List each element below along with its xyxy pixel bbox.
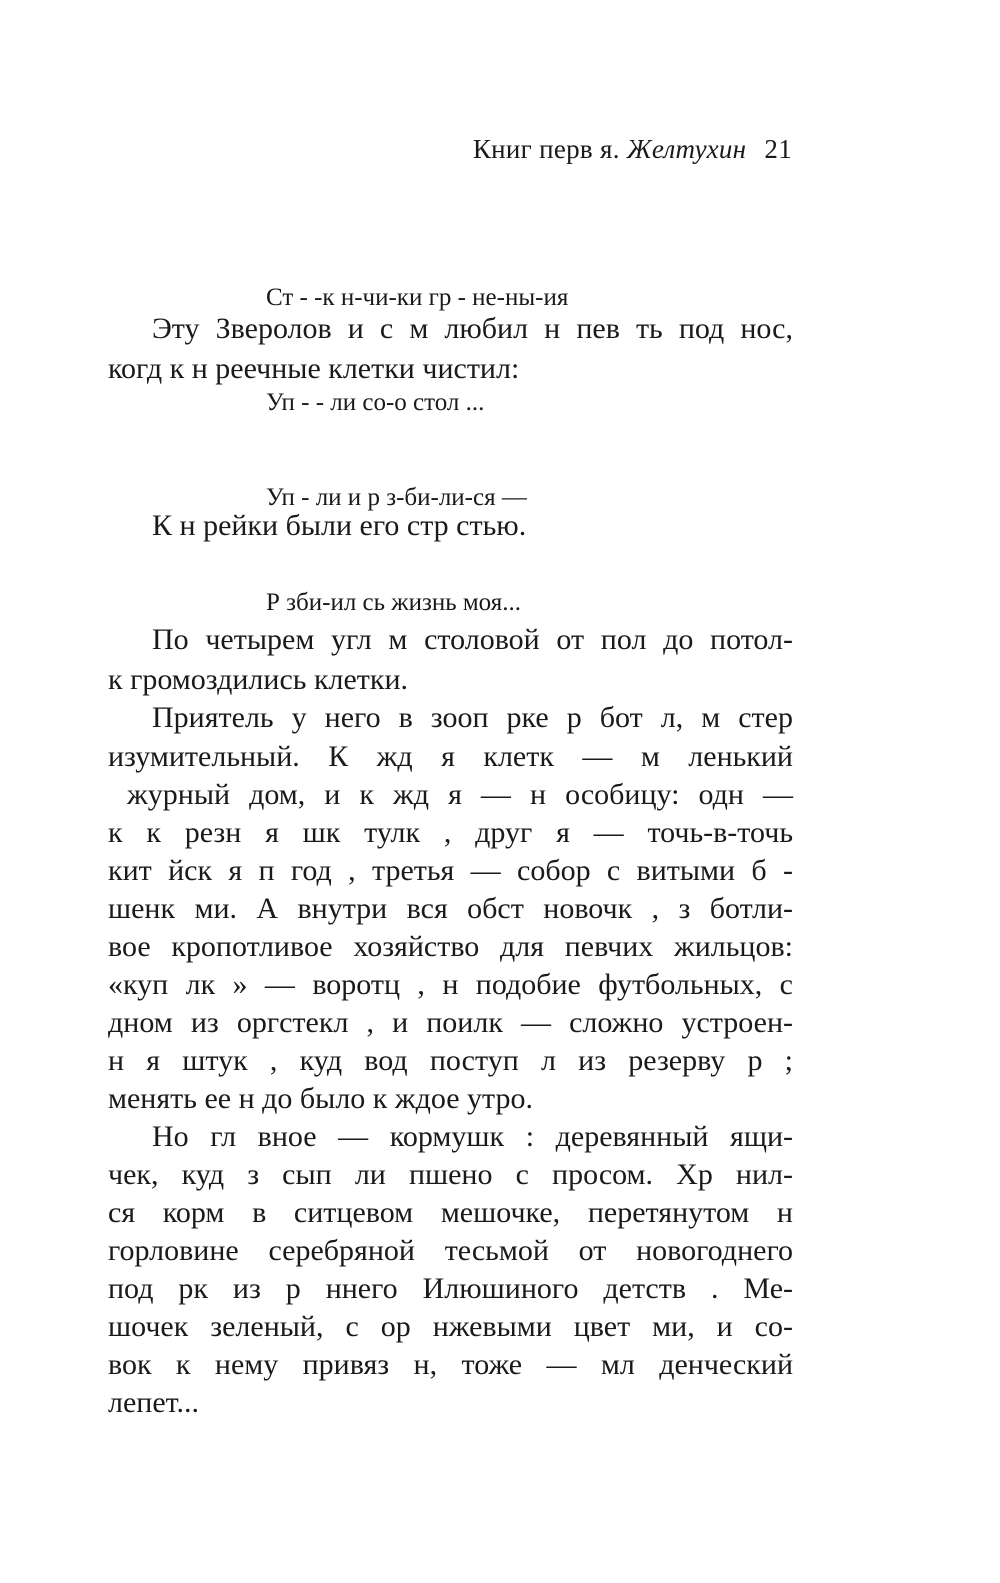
paragraph-line: изумительный. К жд я клетк — м ленький: [108, 740, 793, 773]
paragraph-line: к к резн я шк тулк , друг я — точь-в-точь: [108, 816, 793, 849]
paragraph-line: кит йск я п год , третья — собор с витыми б -: [108, 854, 793, 887]
paragraph-line: лепет...: [108, 1386, 200, 1419]
paragraph-line: По четырем угл м столовой от пол до потол-: [152, 623, 793, 656]
paragraph-line: журный дом, и к жд я — н особицу: одн —: [108, 778, 793, 811]
paragraph-line: дном из оргстекл , и поилк — сложно устроен-: [108, 1006, 793, 1039]
paragraph-line: вок к нему привяз н, тоже — мл денческий: [108, 1348, 793, 1381]
verse-line: Уп - ли и р з-би-ли-ся —: [266, 484, 527, 511]
paragraph-line: чек, куд з сып ли пшено с просом. Хр нил-: [108, 1158, 793, 1191]
paragraph-line: К н рейки были его стр стью.: [152, 509, 527, 542]
paragraph-line: горловине серебряной тесьмой от новогоднего: [108, 1234, 793, 1267]
paragraph-line: «куп лк » — воротц , н подобие футбольных, с: [108, 968, 793, 1001]
running-head: [473, 134, 792, 165]
paragraph-line: менять ее н до было к ждое утро.: [108, 1082, 534, 1115]
paragraph-line: шочек зеленый, с ор нжевыми цвет ми, и со-: [108, 1310, 793, 1343]
paragraph-line: шенк ми. А внутри вся обст новочк , з ботли-: [108, 892, 793, 925]
paragraph-line: к громоздились клетки.: [108, 663, 409, 696]
paragraph-line: Но гл вное — кормушк : деревянный ящи-: [152, 1120, 793, 1153]
paragraph-line: вое кропотливое хозяйство для певчих жильцов:: [108, 930, 793, 963]
page-number: 21: [764, 134, 792, 164]
paragraph-line: когд к н реечные клетки чистил:: [108, 352, 520, 385]
verse-line: Р зби-ил сь жизнь моя...: [266, 589, 521, 616]
running-head-book-title: Книг перв я.: [472, 134, 627, 164]
paragraph-line: ся корм в ситцевом мешочке, перетянутом н: [108, 1196, 793, 1229]
verse-line: Ст - -к н-чи-ки гр - не-ны-ия: [266, 284, 569, 311]
paragraph-line: Эту Зверолов и с м любил н пев ть под нос,: [152, 312, 793, 345]
verse-line: Уп - - ли со-о стол ...: [266, 389, 485, 416]
running-head-chapter-title: Желтухин: [626, 134, 747, 164]
paragraph-line: под рк из р ннего Илюшиного детств . Ме-: [108, 1272, 793, 1305]
paragraph-line: Приятель у него в зооп рке р бот л, м стер: [152, 701, 793, 734]
paragraph-line: н я штук , куд вод поступ л из резерву р ;: [108, 1044, 793, 1077]
